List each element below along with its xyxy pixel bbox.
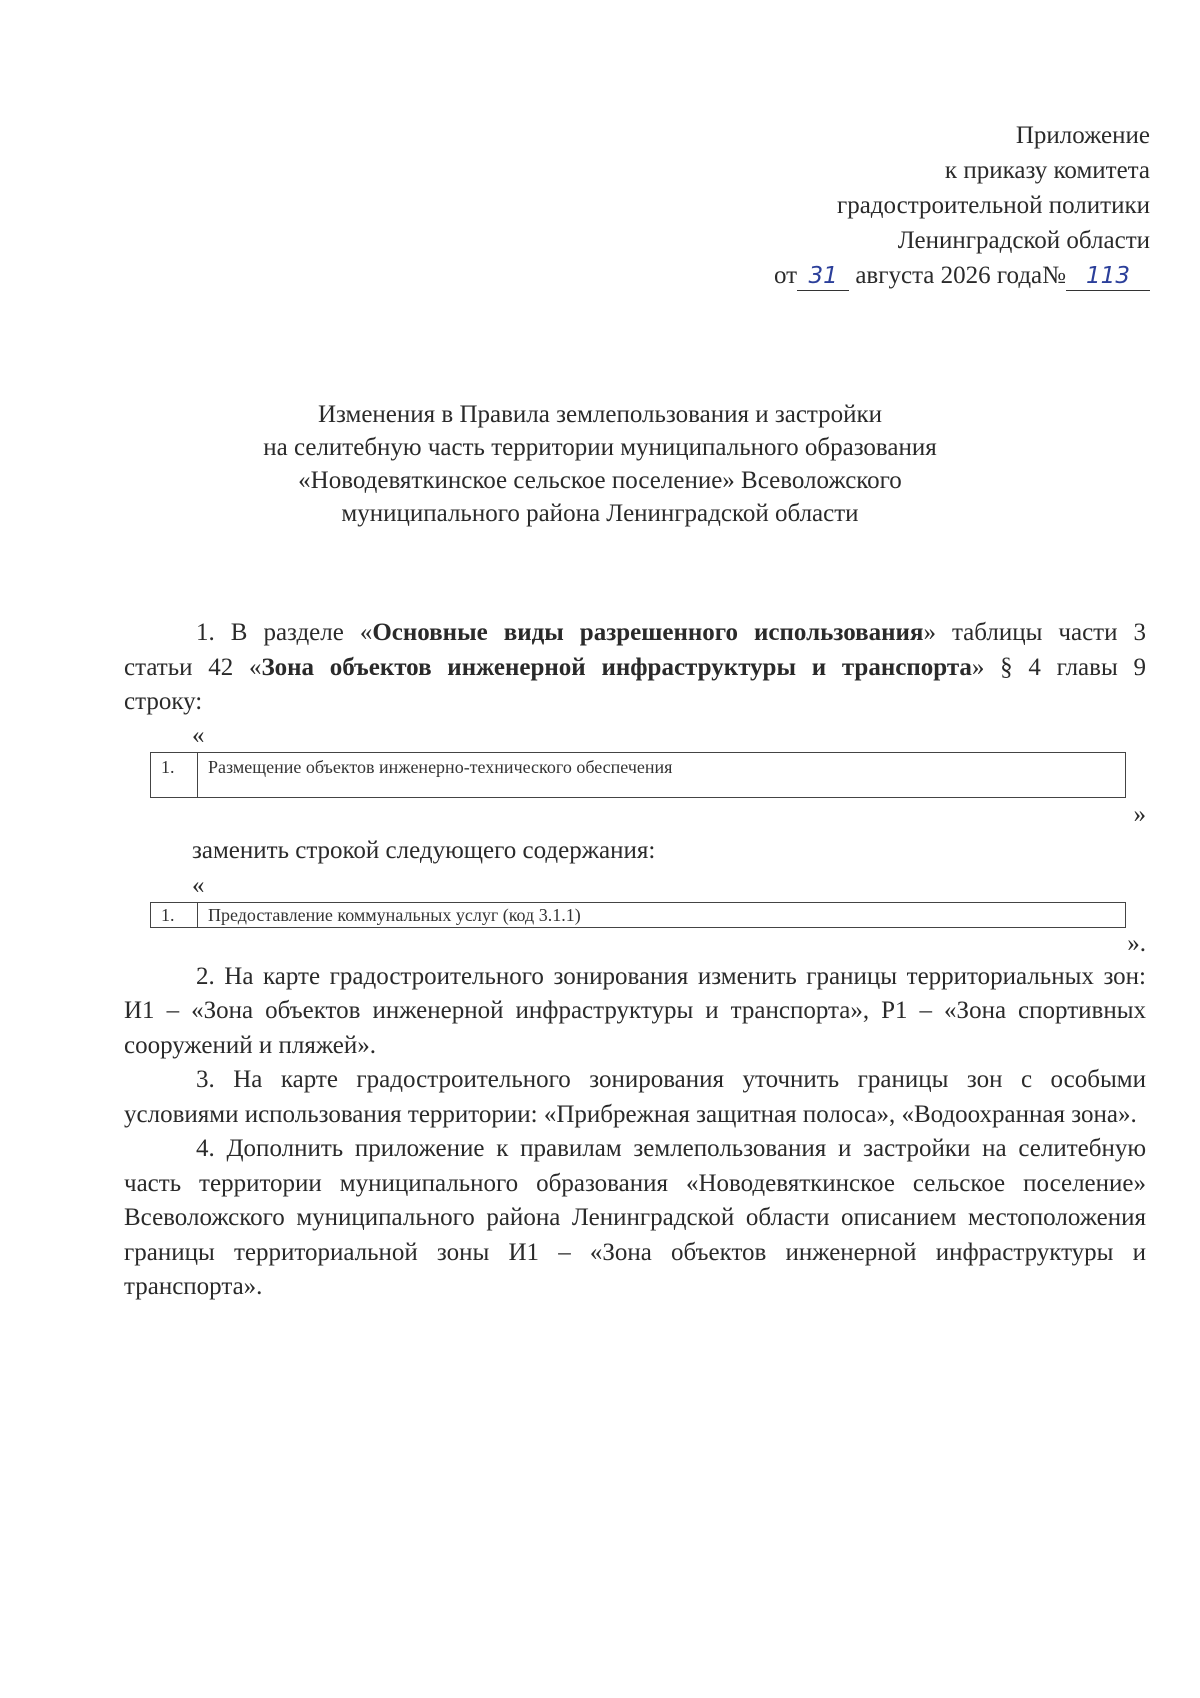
item-1-zone-name: Зона объектов инженерной инфраструктуры и транспорта — [261, 653, 972, 681]
title-line: на селитебную часть территории муниципального образования — [263, 434, 937, 461]
quote-close: » — [1133, 800, 1146, 828]
approval-date-line — [774, 258, 1150, 293]
old-row-table — [150, 752, 1126, 798]
replace-label: заменить строкой следующего содержания: — [192, 836, 656, 864]
item-2-paragraph: 2. На карте градостроительного зонирования изменить границы территориальных зон: И1 – «Зона объектов инженерной инфраструктуры и транспорта», Р1 – «Зона спортивных сооружений и пляжей». — [124, 962, 1146, 1059]
row-number: 1. — [151, 902, 198, 927]
table-row — [151, 752, 1126, 797]
row-text: Предоставление коммунальных услуг (код 3.1.1) — [198, 902, 1126, 927]
item-3-paragraph: 3. На карте градостроительного зонирования уточнить границы зон с особыми условиями использования территории: «Прибрежная защитная полоса», «Водоохранная зона». — [124, 1066, 1146, 1128]
row-text: Размещение объектов инженерно-технического обеспечения — [198, 752, 1126, 797]
item-1-text: » таблицы части 3 статьи 42 « — [124, 619, 1146, 681]
document-title — [100, 398, 1100, 530]
item-1-paragraph — [124, 616, 1146, 720]
approval-line: Ленинградской области — [897, 227, 1150, 254]
date-prefix: от — [773, 262, 798, 289]
approval-block — [774, 118, 1150, 293]
approval-line: к приказу комитета — [944, 157, 1150, 184]
title-line: муниципального района Ленинградской области — [341, 500, 859, 527]
order-number-handwritten: 113 — [1066, 262, 1150, 291]
approval-line: Приложение — [1015, 122, 1150, 149]
quote-open: « — [192, 721, 205, 749]
date-month-year: августа 2026 года№ — [855, 262, 1066, 289]
item-1-section-name: Основные виды разрешенного использования — [372, 619, 924, 646]
quote-open: « — [192, 871, 205, 899]
item-1-text: 1. В разделе « — [196, 619, 373, 646]
title-line: «Новодевяткинское сельское поселение» Всеволожского — [298, 467, 902, 494]
table-row — [151, 902, 1126, 927]
new-row-table — [150, 902, 1126, 928]
item-1-text: » § 4 главы 9 строку: — [124, 653, 1146, 715]
date-day-handwritten: 31 — [797, 262, 849, 291]
approval-line: градостроительной политики — [836, 192, 1150, 219]
row-number: 1. — [151, 752, 198, 797]
title-line: Изменения в Правила землепользования и застройки — [317, 401, 883, 428]
quote-close: ». — [1127, 929, 1146, 957]
item-4-paragraph: 4. Дополнить приложение к правилам землепользования и застройки на селитебную часть территории муниципального образования «Новодевяткинское сельское поселение» Всеволожского муниципального района Ленинградской области описанием местоположения границы территориальной зоны И1 – «Зона объектов инженерной инфраструктуры и транспорта». — [124, 1135, 1146, 1300]
document-body — [124, 616, 1146, 1305]
